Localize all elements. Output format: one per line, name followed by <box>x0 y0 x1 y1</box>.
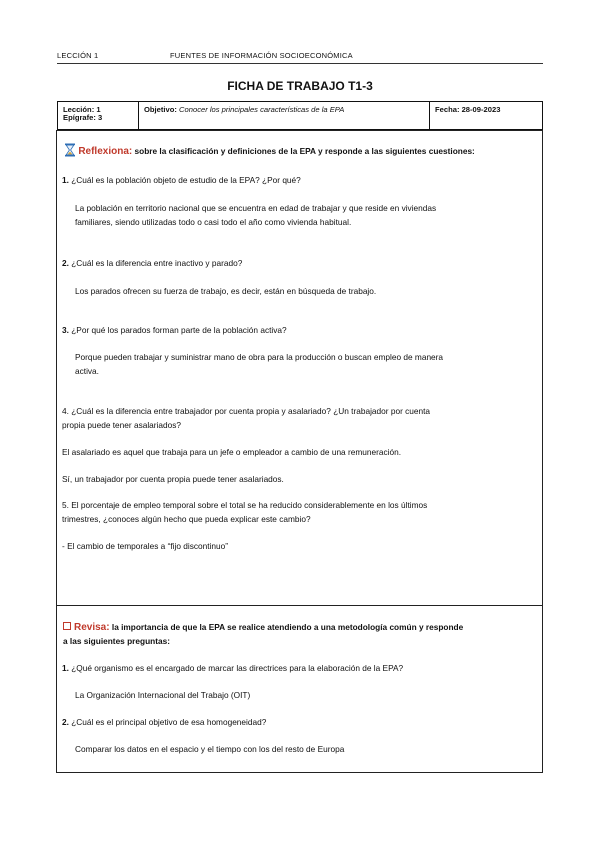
meta-objetivo-text: Conocer los principales características de la EPA <box>179 105 345 114</box>
meta-table <box>57 101 543 130</box>
revisa-q2-text: ¿Cuál es el principal objetivo de esa homogeneidad? <box>71 717 267 727</box>
reflexiona-label: Reflexiona: <box>78 146 133 157</box>
revisa-q1-number: 1. <box>62 663 69 673</box>
q2-text: ¿Cuál es la diferencia entre inactivo y parado? <box>71 258 243 268</box>
revisa-q2 <box>62 715 266 729</box>
header-lesson: LECCIÓN 1 <box>57 51 99 60</box>
revisa-q1 <box>62 661 403 675</box>
q1-text: ¿Cuál es la población objeto de estudio de la EPA? ¿Por qué? <box>71 175 301 185</box>
reflexiona-q4-line2: propia puede tener asalariados? <box>62 420 182 430</box>
hourglass-icon <box>64 143 76 157</box>
square-bullet-icon <box>63 622 71 630</box>
reflexiona-a4-1: El asalariado es aquel que trabaja para un jefe o empleador a cambio de una remuneración. <box>62 447 402 457</box>
revisa-a2: Comparar los datos en el espacio y el tiempo con los del resto de Europa <box>75 744 345 754</box>
q3-number: 3. <box>62 325 69 335</box>
meta-date-cell <box>430 102 543 130</box>
meta-lesson-cell <box>58 102 139 130</box>
reflexiona-q2 <box>62 256 242 270</box>
reflexiona-heading <box>64 143 475 159</box>
revisa-label: Revisa: <box>74 622 110 633</box>
revisa-heading-line1 <box>63 620 463 635</box>
reflexiona-q5-line1: 5. El porcentaje de empleo temporal sobre el total se ha reducido considerablemente en los últimos <box>62 500 428 510</box>
q3-text: ¿Por qué los parados forman parte de la población activa? <box>71 325 287 335</box>
reflexiona-q1 <box>62 173 301 187</box>
meta-fecha: Fecha: 28-09-2023 <box>435 105 501 114</box>
reflexiona-a5: - El cambio de temporales a “fijo discontinuo” <box>62 541 229 551</box>
q1-number: 1. <box>62 175 69 185</box>
reflexiona-instruction: sobre la clasificación y definiciones de la EPA y responde a las siguientes cuestiones: <box>134 146 475 156</box>
reflexiona-q5-line2: trimestres, ¿conoces algún hecho que pueda explicar este cambio? <box>62 514 311 524</box>
reflexiona-a1-line2: familiares, siendo utilizadas todo o casi todo el año como vivienda habitual. <box>75 217 352 227</box>
reflexiona-q3 <box>62 323 287 337</box>
page-title: FICHA DE TRABAJO T1-3 <box>227 79 373 93</box>
header-topic: FUENTES DE INFORMACIÓN SOCIOECONÓMICA <box>170 51 353 60</box>
reflexiona-q4-line1: 4. ¿Cuál es la diferencia entre trabajador por cuenta propia y asalariado? ¿Un trabajador por cuenta <box>62 406 431 416</box>
q2-number: 2. <box>62 258 69 268</box>
meta-leccion: Lección: 1 <box>63 105 101 114</box>
revisa-instruction-line2: a las siguientes preguntas: <box>63 636 170 646</box>
meta-objective-cell <box>139 102 430 130</box>
meta-objetivo-label: Objetivo: <box>144 105 177 114</box>
meta-epigrafe: Epígrafe: 3 <box>63 113 103 122</box>
revisa-q1-text: ¿Qué organismo es el encargado de marcar las directrices para la elaboración de la EPA? <box>71 663 404 673</box>
reflexiona-a1-line1: La población en territorio nacional que se encuentra en edad de trabajar y que reside en viviendas <box>75 203 437 213</box>
reflexiona-a3-line2: activa. <box>75 366 99 376</box>
header-divider <box>57 63 543 64</box>
revisa-q2-number: 2. <box>62 717 69 727</box>
revisa-a1: La Organización Internacional del Trabajo (OIT) <box>75 690 251 700</box>
reflexiona-a4-2: Sí, un trabajador por cuenta propia puede tener asalariados. <box>62 474 284 484</box>
reflexiona-a3-line1: Porque pueden trabajar y suministrar mano de obra para la producción o buscan empleo de manera <box>75 352 444 362</box>
revisa-instruction-line1: la importancia de que la EPA se realice atendiendo a una metodología común y responde <box>111 622 464 632</box>
reflexiona-a2: Los parados ofrecen su fuerza de trabajo, es decir, están en búsqueda de trabajo. <box>75 286 377 296</box>
